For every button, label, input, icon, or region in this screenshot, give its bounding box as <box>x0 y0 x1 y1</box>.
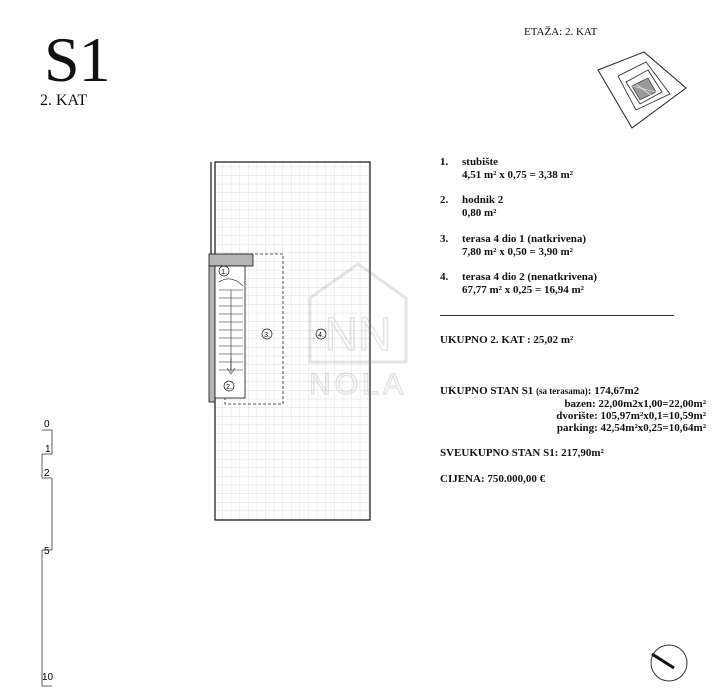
legend-item-2 <box>440 194 503 220</box>
bazen-line: bazen: 22,00m2x1,00=22,00m² <box>564 398 706 410</box>
unit-total-note: (sa terasama) <box>536 386 588 396</box>
key-plan-icon <box>596 48 688 130</box>
legend-num: 2. <box>440 194 449 206</box>
unit-total-label: UKUPNO STAN S1 <box>440 385 537 397</box>
legend-num: 4. <box>440 271 449 283</box>
watermark-text: NOLA <box>309 368 407 401</box>
unit-code: S1 <box>44 24 110 95</box>
watermark-monogram: NN <box>324 308 392 360</box>
legend-area: 7,80 m² x 0,50 = 3,90 m² <box>462 246 573 258</box>
legend-num: 1. <box>440 156 449 168</box>
etaza-label: ETAŽA: 2. KAT <box>524 26 598 38</box>
grand-total: SVEUKUPNO STAN S1: 217,90m² <box>440 447 604 459</box>
floor-subtitle: 2. KAT <box>40 92 88 109</box>
scale-label-2: 2 <box>44 468 50 479</box>
legend-item-3 <box>440 233 586 259</box>
scale-label-0: 0 <box>44 419 50 430</box>
divider-line <box>440 315 674 316</box>
parking-line: parking: 42,54m²x0,25=10,64m² <box>556 422 706 434</box>
scale-label-5: 5 <box>44 546 50 557</box>
legend-area: 4,51 m² x 0,75 = 3,38 m² <box>462 169 573 181</box>
dvoriste-line: dvorište: 105,97m²x0,1=10,59m² <box>556 410 706 422</box>
legend-area: 67,77 m² x 0,25 = 16,94 m² <box>462 284 584 296</box>
room-label-3: 3. <box>264 332 270 339</box>
unit-total <box>440 385 639 397</box>
room-label-4: 4. <box>318 332 324 339</box>
price: CIJENA: 750.000,00 € <box>440 473 546 485</box>
legend-name: stubište <box>462 156 499 168</box>
scale-label-1: 1 <box>45 444 51 455</box>
legend-name: hodnik 2 <box>462 194 504 206</box>
room-label-1: 1. <box>221 269 227 276</box>
legend-name: terasa 4 dio 1 (natkrivena) <box>462 233 587 245</box>
scale-bar <box>38 418 68 690</box>
unit-total-value: : 174,67m2 <box>587 385 640 397</box>
room-label-2: 2. <box>226 384 232 391</box>
legend-item-1 <box>440 156 573 182</box>
legend-area: 0,80 m² <box>462 207 497 219</box>
legend-name: terasa 4 dio 2 (nenatkrivena) <box>462 271 598 283</box>
scale-label-10: 10 <box>42 672 54 683</box>
watermark-logo <box>300 258 416 418</box>
north-arrow-icon <box>648 642 690 684</box>
legend-num: 3. <box>440 233 449 245</box>
legend-item-4 <box>440 271 597 297</box>
floor-total: UKUPNO 2. KAT : 25,02 m² <box>440 334 574 346</box>
